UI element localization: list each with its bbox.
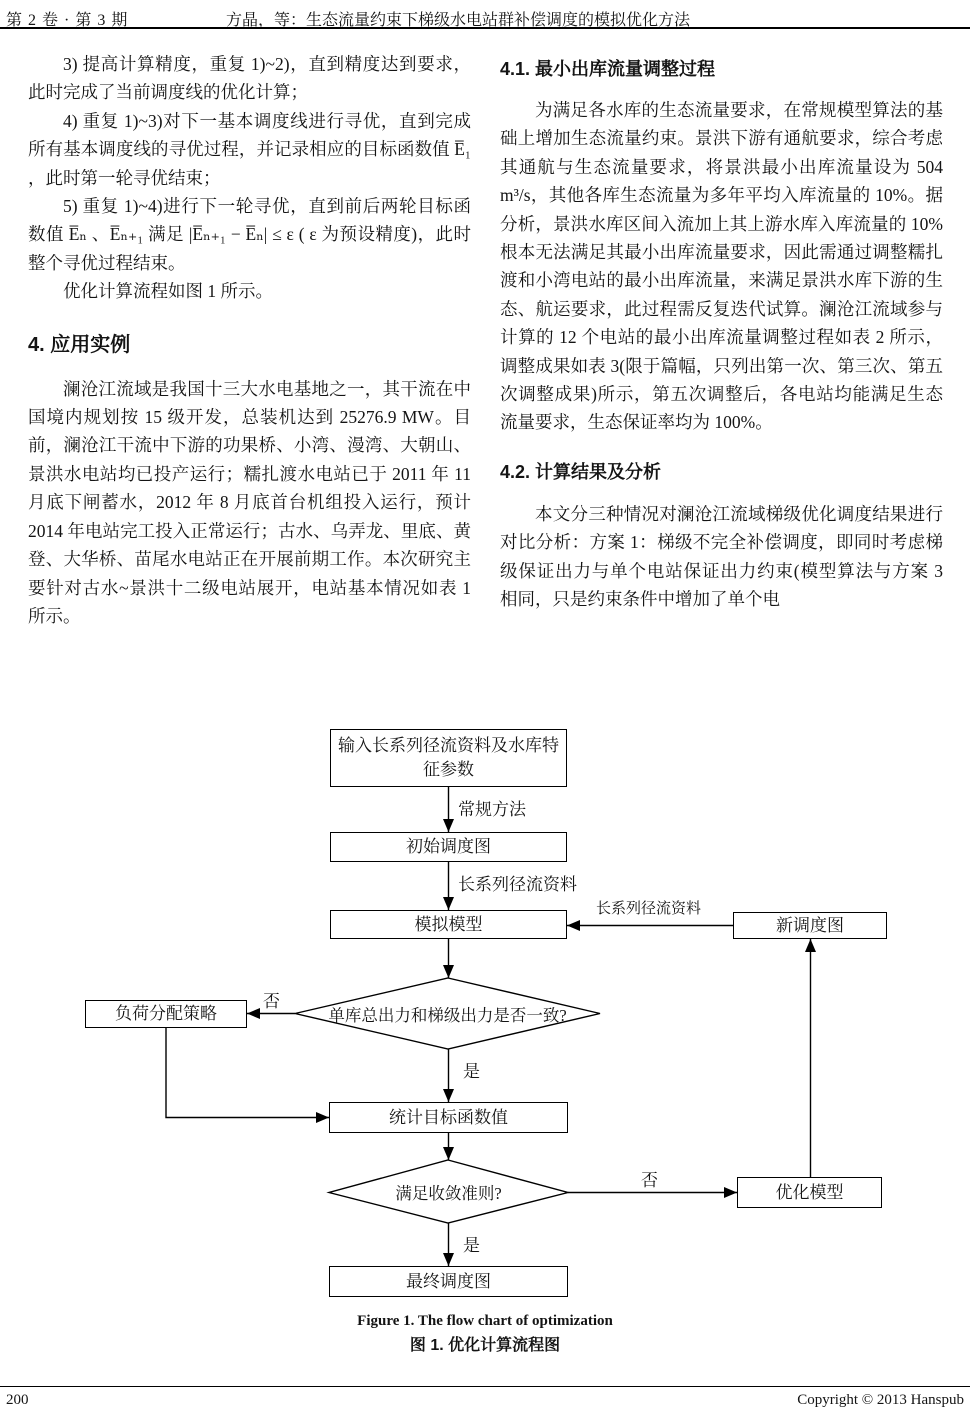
header-rule (0, 27, 970, 29)
section-heading-4: 4. 应用实例 (28, 333, 131, 356)
figure-caption-en: Figure 1. The flow chart of optimization (357, 1313, 613, 1329)
flow-note: 优化计算流程如图 1 所示。 (63, 281, 273, 302)
figure-caption-zh: 图 1. 优化计算流程图 (409, 1337, 561, 1354)
edge-label-runoff-series-feedback: 长系列径流资料 (596, 901, 702, 917)
edge-label-no-1: 否 (263, 992, 280, 1011)
node-optimization-model: 优化模型 (737, 1177, 882, 1208)
node-final-chart: 最终调度图 (329, 1266, 568, 1297)
list-item-4: 4) 重复 1)~3)对下一基本调度线进行寻优，直到完成所有基本调度线的寻优过程，并记录相应的目标函数值 E̅₁ ，此时第一轮寻优结束； (28, 110, 471, 188)
footer-rule (0, 1386, 970, 1387)
journal-issue: 第 2 卷 · 第 3 期 (6, 12, 129, 29)
running-title: 方晶，等：生态流量约束下梯级水电站群补偿调度的模拟优化方法 (226, 12, 691, 29)
node-objective-stat: 统计目标函数值 (329, 1102, 568, 1133)
edge-label-yes-1: 是 (463, 1062, 480, 1081)
section-heading-4-1: 4.1. 最小出库流量调整过程 (500, 59, 716, 79)
node-input-data: 输入长系列径流资料及水库特征参数 (330, 729, 567, 787)
node-simulation-model: 模拟模型 (330, 910, 567, 939)
node-new-chart: 新调度图 (733, 912, 887, 939)
decision-converge-label: 满足收敛准则? (395, 1183, 502, 1203)
edge-label-yes-2: 是 (463, 1236, 480, 1255)
paragraph-4-2: 本文分三种情况对澜沧江流域梯级优化调度结果进行对比分析：方案 1：梯级不完全补偿调度，即同时考虑梯级保证出力与单个电站保证出力约束(模型算法与方案 3 相同，只是约束条件中增加了单个电 (500, 503, 943, 610)
left-column (28, 50, 471, 630)
right-column (500, 50, 943, 614)
paragraph-basin: 澜沧江流域是我国十三大水电基地之一，其干流在中国境内规划按 15 级开发，总装机达到 25276.9 MW。目前，澜沧江干流中下游的功果桥、小湾、漫湾、大朝山、景洪水电站均已投产运行；糯扎渡水电站已于 2011 年 11 月底下闸蓄水，2012 年 8 月底首台机组投入运行，预计 2014 年电站完工投入正常运行；古水、乌弄龙、里底、黄登、大华桥、苗尾水电站正在开展前期工作。本次研究主要针对古水~景洪十二级电站展开，电站基本情况如表 1 所示。 (28, 378, 471, 626)
decision-power-label: 单库总出力和梯级出力是否一致? (328, 1005, 567, 1025)
copyright-text: Copyright © 2013 Hanspub (797, 1392, 964, 1408)
list-item-3: 3) 提高计算精度，重复 1)~2)，直到精度达到要求，此时完成了当前调度线的优化计算； (28, 54, 471, 103)
edge-label-no-2: 否 (641, 1171, 658, 1190)
edge-label-runoff-series: 长系列径流资料 (458, 875, 577, 894)
node-initial-chart: 初始调度图 (330, 832, 567, 862)
node-load-allocation: 负荷分配策略 (85, 1000, 247, 1028)
list-item-5: 5) 重复 1)~4)进行下一轮寻优，直到前后两轮目标函数值 E̅ₙ 、E̅ₙ₊₁ 满足 |E̅ₙ₊₁ − E̅ₙ| ≤ ε ( ε 为预设精度)，此时整个寻优过程结束。 (28, 196, 471, 273)
section-heading-4-2: 4.2. 计算结果及分析 (500, 461, 662, 482)
page-number: 200 (6, 1392, 29, 1408)
paragraph-4-1: 为满足各水库的生态流量要求，在常规模型算法的基础上增加生态流量约束。景洪下游有通航要求，综合考虑其通航与生态流量要求，将景洪最小出库流量设为 504 m³/s，其他各库生态流量为多年平均入库流量的 10%。据分析，景洪水库区间入流加上其上游水库入库流量的 10%根本无法满足其最小出库流量要求，因此需通过调整糯扎渡和小湾电站的最小出库流量，来满足景洪水库下游的生态、航运要求，此过程需反复迭代试算。澜沧江流域参与计算的 12 个电站的最小出库流量调整过程如表 2 所示，调整成果如表 3(限于篇幅，只列出第一次、第三次、第五次调整成果)所示，第五次调整后，各电站均能满足生态流量要求，生态保证率均为 100%。 (500, 100, 943, 433)
edge-label-conventional: 常规方法 (458, 800, 526, 819)
figure-1-flowchart (0, 725, 970, 1385)
